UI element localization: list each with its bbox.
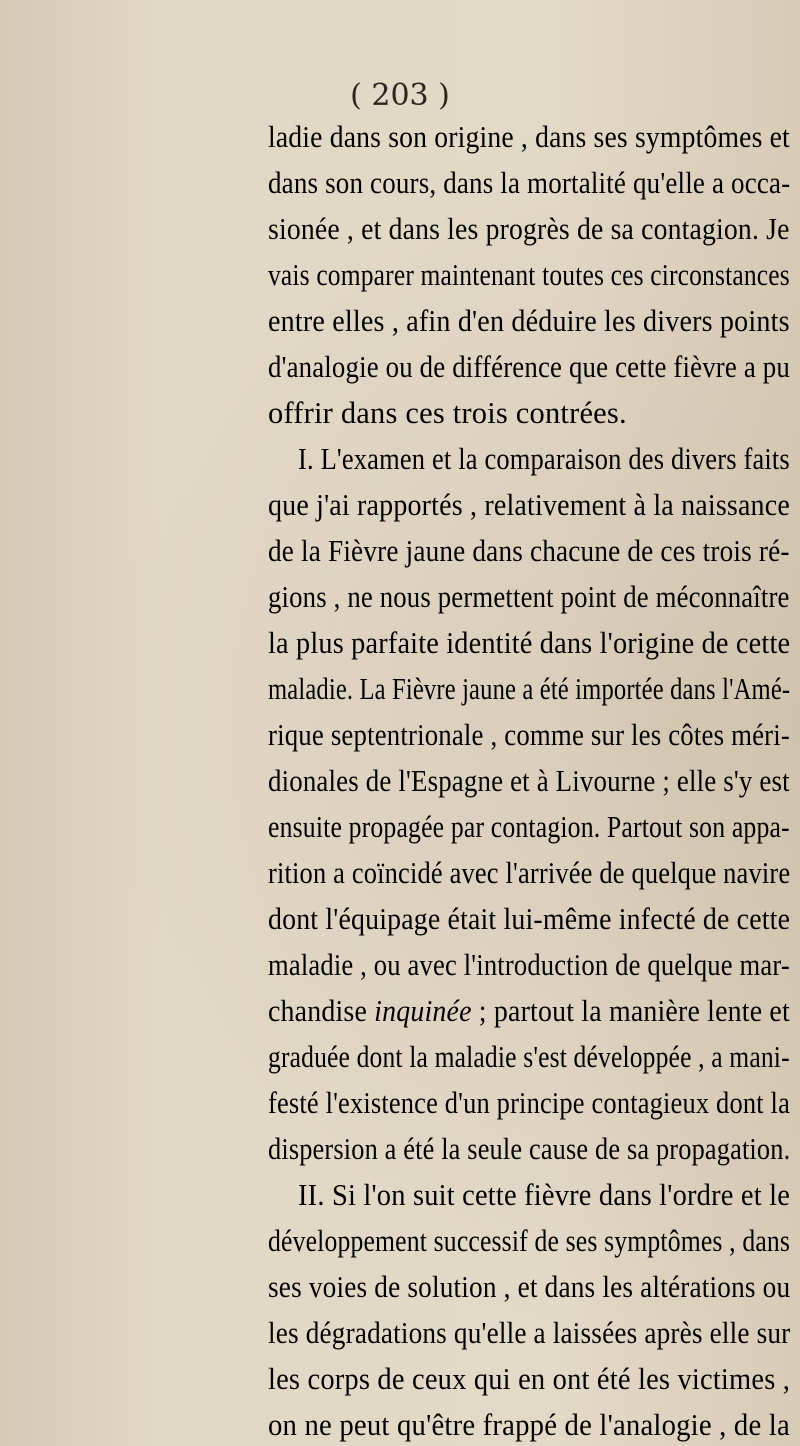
text-line-13: maladie. La Fièvre jaune a été importée dans l'Amé- <box>268 672 791 706</box>
text-line-24: II. Si l'on suit cette fièvre dans l'ordre et le <box>298 1178 791 1212</box>
text-line-18: dont l'équipage était lui-même infecté de cette <box>268 902 791 936</box>
text-line-15: dionales de l'Espagne et à Livourne ; elle s'y est <box>268 764 790 798</box>
text-line-23: dispersion a été la seule cause de sa propagation. <box>268 1132 791 1166</box>
text-line-20 <box>268 991 790 1031</box>
text-line-3: sionée , et dans les progrès de sa contagion. Je <box>268 212 790 246</box>
text-line-7: offrir dans ces trois contrées. <box>268 396 627 430</box>
text-line-10: de la Fièvre jaune dans chacune de ces trois ré- <box>268 534 790 568</box>
text-line-20-start: chandise <box>268 994 375 1028</box>
text-line-2: dans son cours, dans la mortalité qu'elle a occa- <box>268 166 791 200</box>
text-line-16: ensuite propagée par contagion. Partout son appa- <box>268 810 790 844</box>
text-line-12: la plus parfaite identité dans l'origine de cette <box>268 626 791 660</box>
italic-word: inquinée <box>374 994 472 1028</box>
text-line-14: rique septentrionale , comme sur les côtes méri- <box>268 718 790 752</box>
text-line-6: d'analogie ou de différence que cette fièvre a pu <box>268 350 790 384</box>
text-line-20-sep: ; <box>471 994 494 1028</box>
text-line-27: les dégradations qu'elle a laissées après elle sur <box>268 1316 791 1350</box>
text-line-29: on ne peut qu'être frappé de l'analogie , de la <box>268 1408 790 1442</box>
text-line-28: les corps de ceux qui en ont été les victimes , <box>268 1362 791 1396</box>
text-line-19: maladie , ou avec l'introduction de quelque mar- <box>268 948 790 982</box>
text-line-22: festé l'existence d'un principe contagieux dont la <box>268 1086 790 1120</box>
text-line-4: vais comparer maintenant toutes ces circonstances <box>268 258 790 292</box>
text-line-9: que j'ai rapportés , relativement à la naissance <box>268 488 790 522</box>
text-line-17: rition a coïncidé avec l'arrivée de quelque navire <box>268 856 791 890</box>
text-line-8: I. L'examen et la comparaison des divers faits <box>298 442 790 476</box>
text-line-11: gions , ne nous permettent point de méconnaître <box>268 580 790 614</box>
text-line-1: ladie dans son origine , dans ses symptômes et <box>268 120 790 154</box>
text-line-20-end: partout la manière lente et <box>493 994 790 1028</box>
text-line-21: graduée dont la maladie s'est développée , a mani- <box>268 1040 790 1074</box>
text-line-5: entre elles , afin d'en déduire les divers points <box>268 304 790 338</box>
text-line-26: ses voies de solution , et dans les altérations ou <box>268 1270 791 1304</box>
page-number: ( 203 ) <box>350 78 450 113</box>
text-line-25: développement successif de ses symptômes , dans <box>268 1224 791 1258</box>
